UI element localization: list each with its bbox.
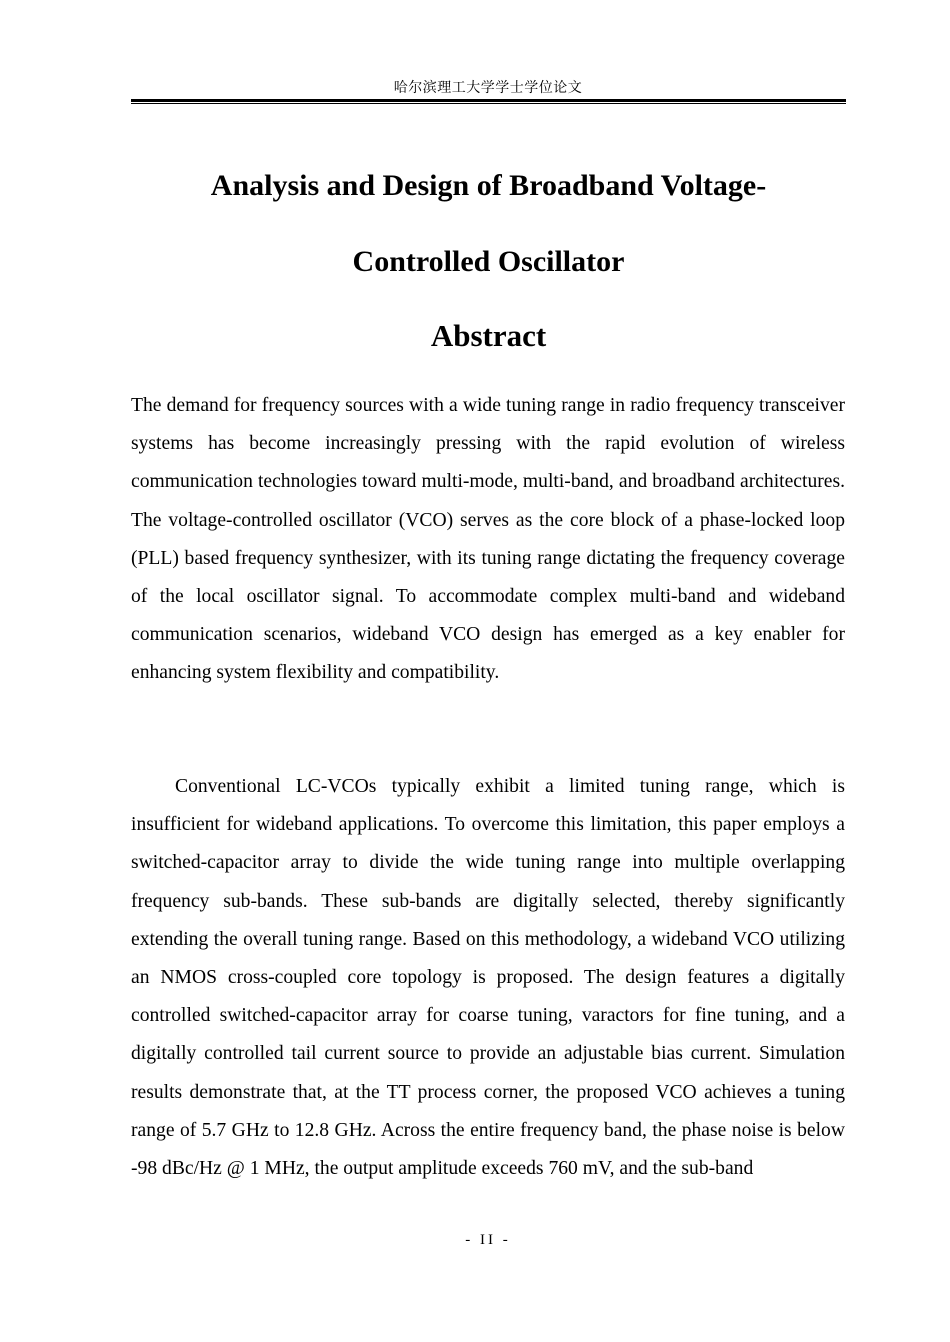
paper-title: [131, 148, 846, 300]
abstract-paragraph-1: The demand for frequency sources with a wide tuning range in radio frequency transceiver systems has become increasingly pressing with the rapid evolution of wireless communication technologies toward multi-mode, multi-band, and broadband architectures. The voltage-controlled oscillator (VCO) serves as the core block of a phase-locked loop (PLL) based frequency synthesizer, with its tuning range dictating the frequency coverage of the local oscillator signal. To accommodate complex multi-band and wideband communication scenarios, wideband VCO design has emerged as a key enabler for enhancing system flexibility and compatibility.: [131, 395, 845, 684]
abstract-paragraph-2: Conventional LC-VCOs typically exhibit a limited tuning range, which is insufficient for wideband applications. To overcome this limitation, this paper employs a switched-capacitor array to divide the wide tuning range into multiple overlapping frequency sub-bands. These sub-bands are digitally selected, thereby significantly extending the overall tuning range. Based on this methodology, a wideband VCO utilizing an NMOS cross-coupled core topology is proposed. The design features a digitally controlled switched-capacitor array for coarse tuning, varactors for fine tuning, and a digitally controlled tail current source to provide an adjustable bias current. Simulation results demonstrate that, at the TT process corner, the proposed VCO achieves a tuning range of 5.7 GHz to 12.8 GHz. Across the entire frequency band, the phase noise is below -98 dBc/Hz @ 1 MHz, the output amplitude exceeds 760 mV, and the sub-band: [131, 776, 845, 1180]
paper-title-line-1: Analysis and Design of Broadband Voltage-: [210, 169, 767, 202]
header-rule-thin: [131, 103, 846, 104]
header-rule-thick: [131, 99, 846, 102]
page-number: - II -: [465, 1232, 511, 1248]
abstract-heading: Abstract: [430, 318, 547, 353]
running-header: 哈尔滨理工大学学士学位论文: [393, 80, 583, 96]
paper-title-line-2: Controlled Oscillator: [352, 245, 625, 278]
